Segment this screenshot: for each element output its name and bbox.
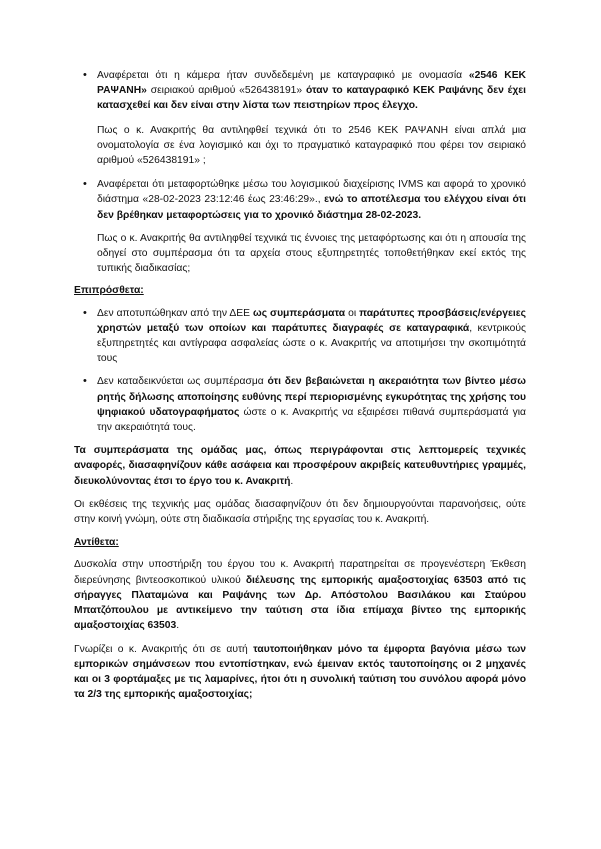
question-recorder-naming: Πως ο κ. Ανακριτής θα αντιληφθεί τεχνικά ότι το 2546 ΚΕΚ ΡΑΨΑΝΗ είναι απλά μια ονοματολογία σε ένα λογισμικό και όχι το πραγματικό καταγραφικό που φέρει τον σειριακό αριθμού «526438191» ; [97, 124, 526, 167]
bullet-irregular-access: • Δεν αποτυπώθηκαν από την ΔΕΕ ως συμπεράσματα οι παράτυπες προσβάσεις/ενέργειες χρηστών μεταξύ των οποίων και παράτυπες διαγραφές σε καταγραφικά, κεντρικούς εξυπηρετητές και αντίγραφα ασφαλείας ώστε ο κ. Ανακριτής να αποτιμήσει την σκοπιμότητά τους [74, 306, 526, 367]
bullet-video-integrity: • Δεν καταδεικνύεται ως συμπέρασμα ότι δεν βεβαιώνεται η ακεραιότητα των βίντεο μέσω ρητής δήλωσης αποποίησης ευθύνης περί περιορισμένης εγκυρότητας της χρήσης του ψηφιακού υδατογραφήματος ώστε ο κ. Ανακριτής να εξαιρέσει πιθανά συμπεράσματά για την ακεραιότητά τους. [74, 374, 526, 435]
paragraph-prior-report: Δυσκολία στην υποστήριξη του έργου του κ. Ανακριτή παρατηρείται σε προγενέστερη Έκθεση διερεύνησης βιντεοσκοπικού υλικού διέλευσης της εμπορικής αμαξοστοιχίας 63503 από τις σήραγγες Πλαταμώνα και Ραψάνης των Δρ. Απόστολου Βασιλάκου και Σταύρου Μπατζόπουλου με αντικείμενο την ταύτιση στα ίδια επίμαχα βίντεο της εμπορικής αμαξοστοιχίας 63503. [74, 559, 526, 632]
heading-additionally: Επιπρόσθετα: [74, 285, 144, 297]
heading-on-the-contrary: Αντίθετα: [74, 537, 119, 549]
paragraph-partial-identification: Γνωρίζει ο κ. Ανακριτής ότι σε αυτή ταυτοποιήθηκαν μόνο τα έμφορτα βαγόνια μέσω των εμπορικών σημάνσεων που εντοπίστηκαν, ενώ έμειναν εκτός ταυτοποίησης οι 2 μηχανές και οι 3 φορτάμαξες με τις λαμαρίνες, ήτοι ότι η συνολική ταύτιση του συνόλου αφορά μόνο τα 2/3 της εμπορικής αμαξοστοιχίας; [74, 643, 526, 701]
document-page [74, 68, 526, 702]
paragraph-team-reports: Οι εκθέσεις της τεχνικής μας ομάδας διασαφηνίζουν ότι δεν δημιουργούνται παρανοήσεις, ούτε στην κοινή γνώμη, ούτε στη διαδικασία στήριξης της εργασίας του κ. Ανακριτή. [74, 498, 526, 526]
question-upload-concept: Πως ο κ. Ανακριτής θα αντιληφθεί τεχνικά τις έννοιες της μεταφόρτωσης και ότι η απουσία της οδηγεί στο συμπέρασμα ότι τα αρχεία στους εξυπηρετητές τοποθετήθηκαν εκεί εκτός της τυπικής διαδικασίας; [97, 232, 526, 275]
bullet-camera-recorder: • Αναφέρεται ότι η κάμερα ήταν συνδεδεμένη με καταγραφικό με ονομασία «2546 ΚΕΚ ΡΑΨΑΝΗ» σειριακού αριθμού «526438191» όταν το καταγραφικό ΚΕΚ Ραψάνης δεν έχει κατασχεθεί και δεν είναι στην λίστα των πειστηρίων προς έλεγχο. [74, 68, 526, 114]
bullet-ivms-upload: • Αναφέρεται ότι μεταφορτώθηκε μέσω του λογισμικού διαχείρισης IVMS και αφορά το χρονικό διάστημα «28-02-2023 23:12:46 έως 23:46:29»., ενώ το αποτέλεσμα του ελέγχου είναι ότι δεν βρέθηκαν μεταφορτώσεις για το χρονικό διάστημα 28-02-2023. [74, 177, 526, 223]
paragraph-team-conclusions: Τα συμπεράσματα της ομάδας μας, όπως περιγράφονται στις λεπτομερείς τεχνικές αναφορές, διασαφηνίζουν κάθε ασάφεια και προσφέρουν ακριβείς κατευθυντήριες γραμμές, διευκολύνοντας έτσι το έργο του κ. Ανακριτή. [74, 445, 526, 487]
